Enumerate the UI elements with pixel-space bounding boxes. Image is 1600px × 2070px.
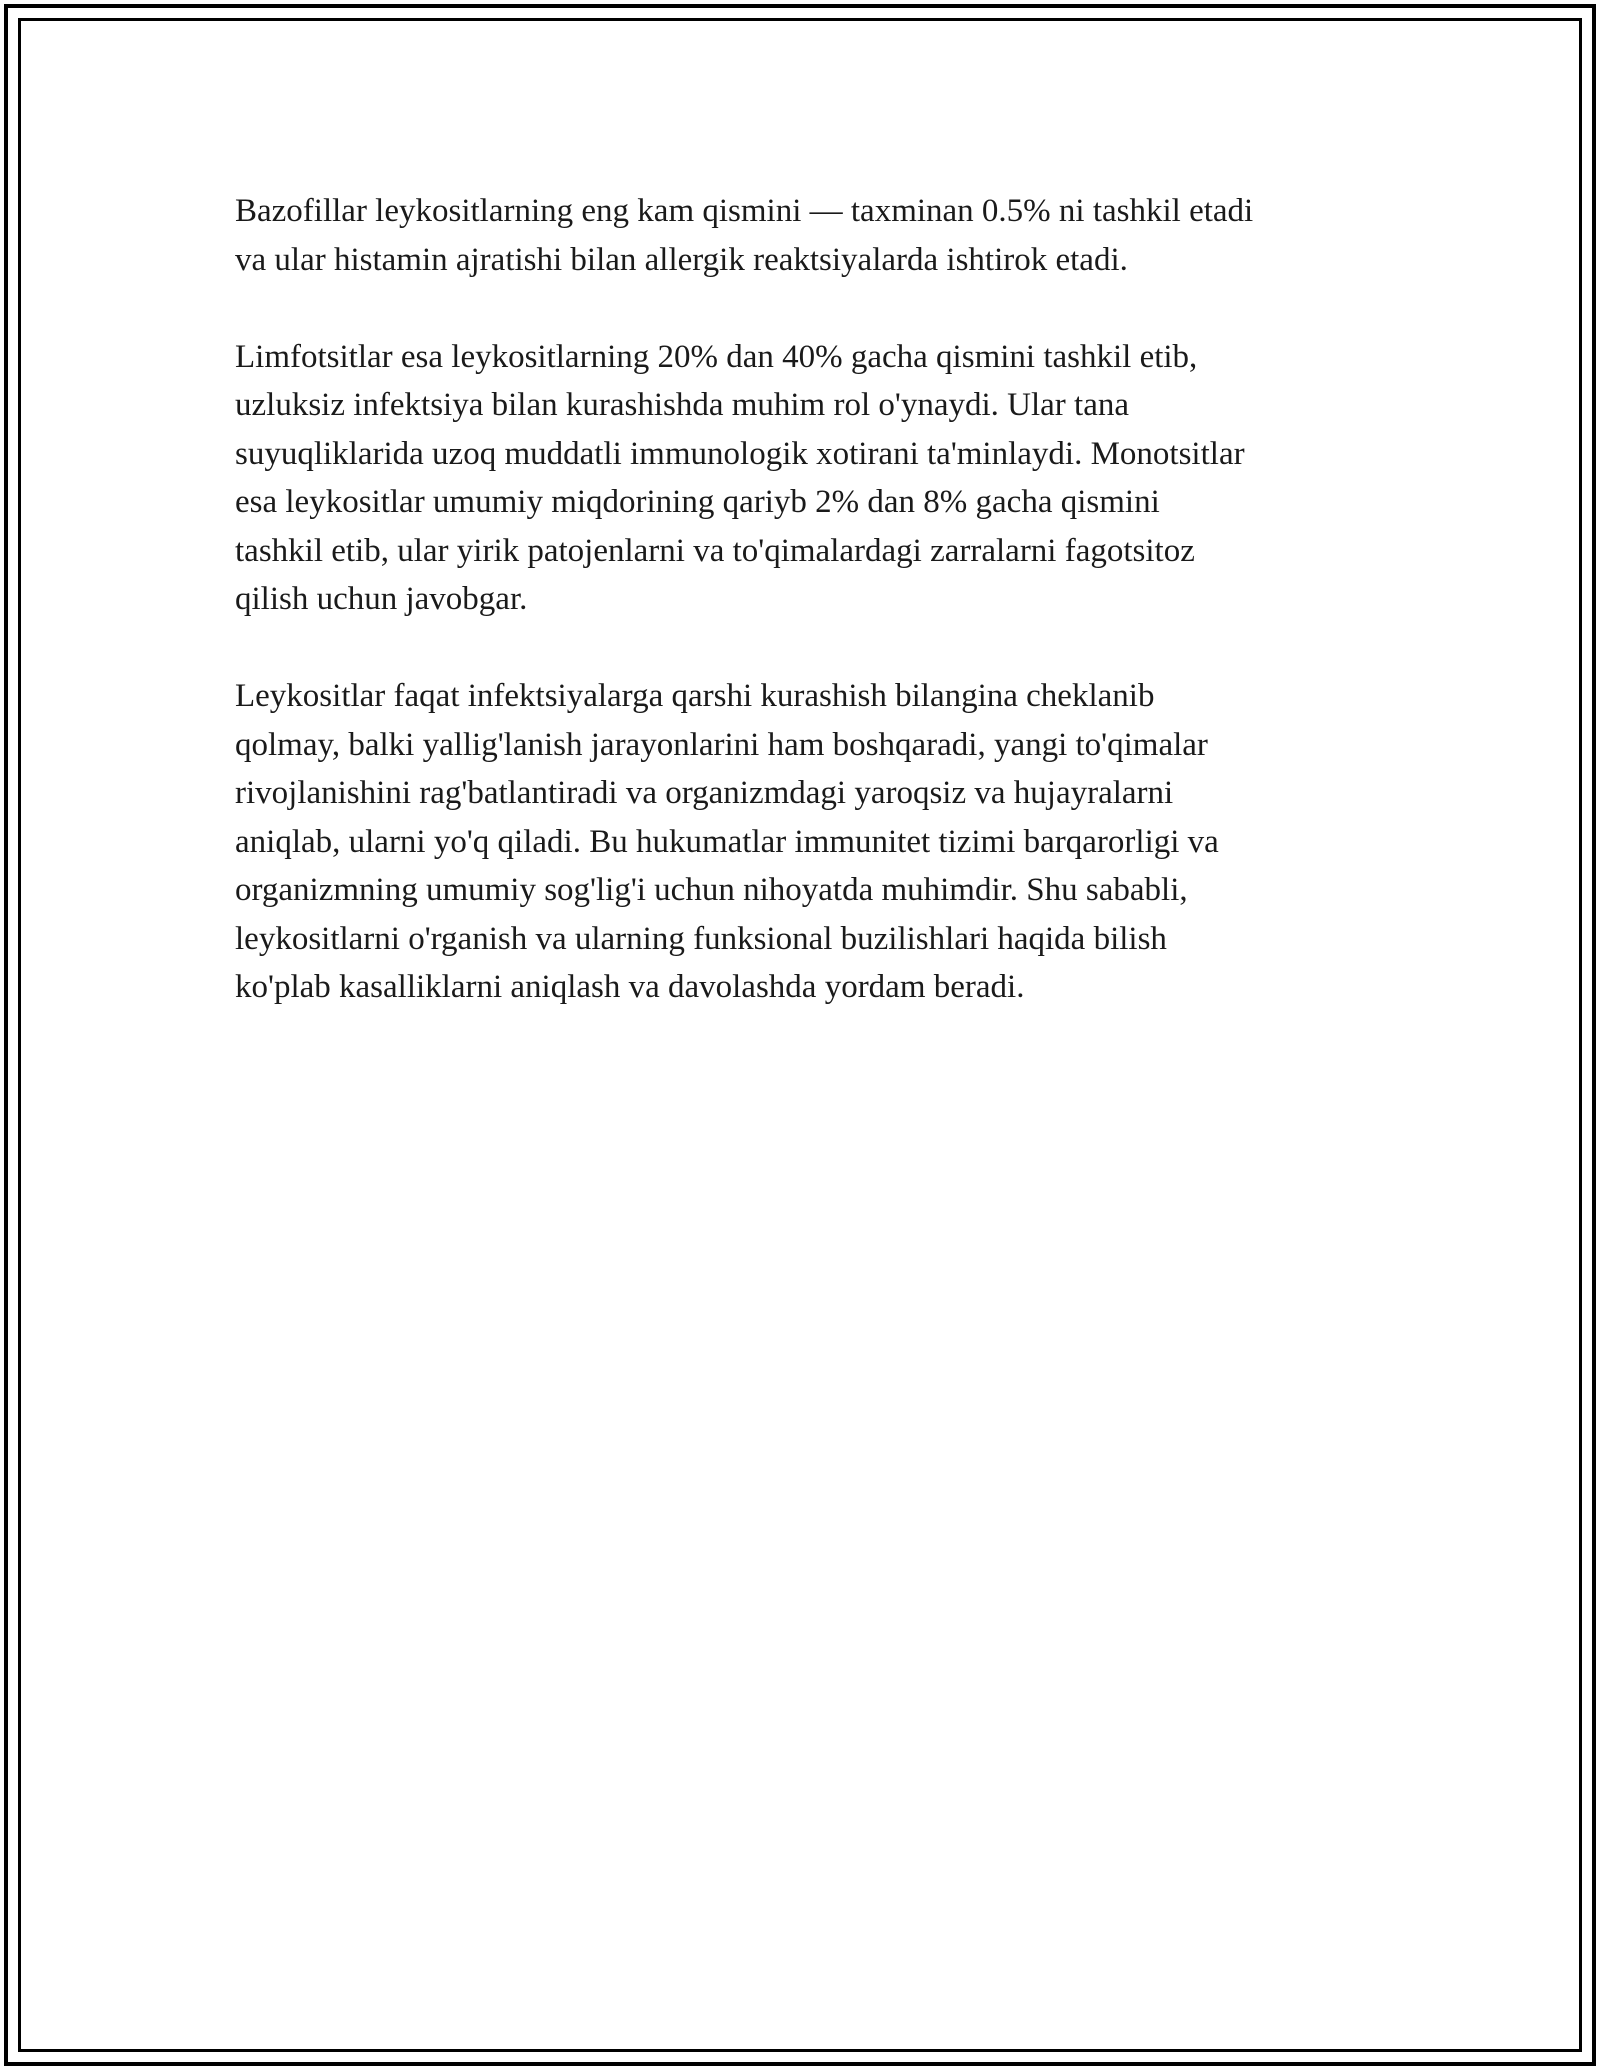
document-body [235,187,1385,1060]
paragraph-leukocyte-functions: Leykositlar faqat infektsiyalarga qarshi kurashish bilangina cheklanib qolmay, balki yallig'lanish jarayonlarini ham boshqaradi, yangi to'qimalar rivojlanishini rag'batlantiradi va organizmdagi yaroqsiz va hujayralarni aniqlab, ularni yo'q qiladi. Bu hukumatlar immunitet tizimi barqarorligi va organizmning umumiy sog'lig'i uchun nihoyatda muhimdir. Shu sababli, leykositlarni o'rganish va ularning funksional buzilishlari haqida bilish ko'plab kasalliklarni aniqlash va davolashda yordam beradi. [235,678,1219,1005]
paragraph-lymphocytes-monocytes: Limfotsitlar esa leykositlarning 20% dan 40% gacha qismini tashkil etib, uzluksiz infektsiya bilan kurashishda muhim rol o'ynaydi. Ular tana suyuqliklarida uzoq muddatli immunologik xotirani ta'minlaydi. Monotsitlar esa leykositlar umumiy miqdorining qariyb 2% dan 8% gacha qismini tashkil etib, ular yirik patojenlarni va to'qimalardagi zarralarni fagotsitoz qilish uchun javobgar. [235,338,1245,617]
paragraph-basophils: Bazofillar leykositlarning eng kam qismini — taxminan 0.5% ni tashkil etadi va ular histamin ajratishi bilan allergik reaktsiyalarda ishtirok etadi. [235,193,1254,278]
